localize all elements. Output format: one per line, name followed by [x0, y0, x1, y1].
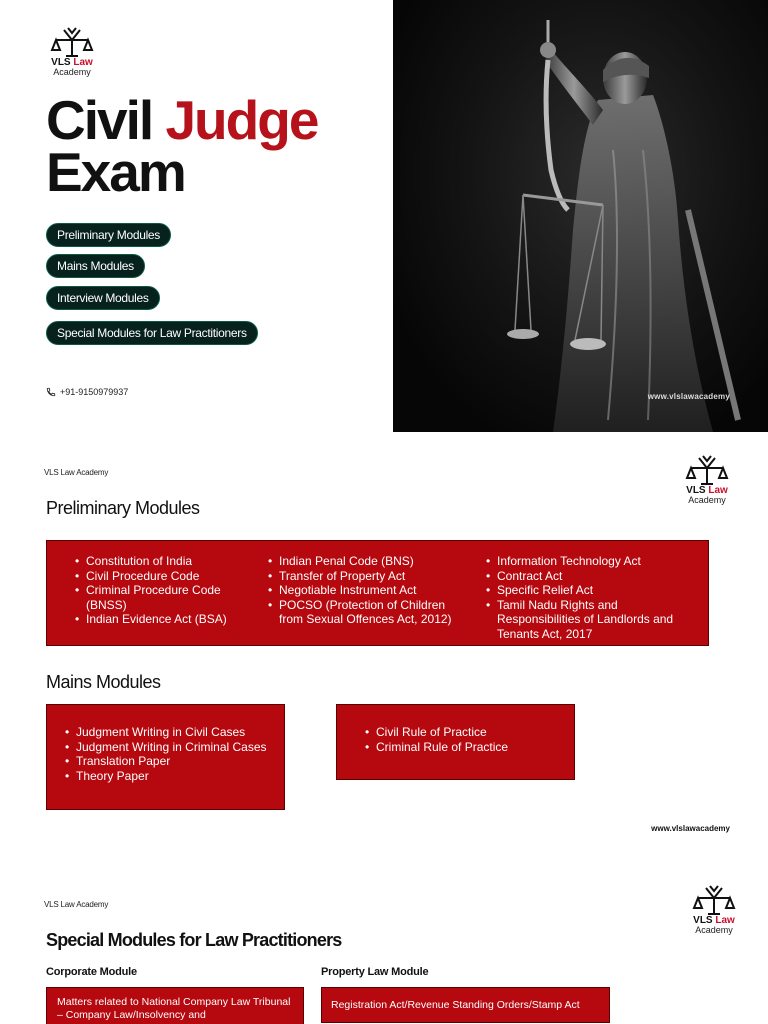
- photo-website-text: www.vlslawacademy: [647, 392, 730, 401]
- list-item: • Civil Procedure Code: [74, 569, 244, 584]
- mains-box-1-list: [64, 725, 279, 783]
- list-item: • POCSO (Protection of Children from Sexual Offences Act, 2012): [267, 598, 467, 627]
- modules-page: [0, 432, 768, 852]
- list-item: • Theory Paper: [64, 769, 279, 784]
- list-item: • Contract Act: [485, 569, 695, 584]
- footer-website-text: www.vlslawacademy: [651, 824, 730, 833]
- logo-brand-sub: Academy: [53, 67, 91, 77]
- logo-brand-main: VLS: [693, 915, 713, 926]
- scales-of-justice-icon: [50, 26, 94, 58]
- cover-page: [0, 0, 768, 432]
- corporate-module-heading: Corporate Module: [46, 966, 137, 978]
- list-item: • Indian Evidence Act (BSA): [74, 612, 244, 627]
- special-modules-title: Special Modules for Law Practitioners: [46, 930, 342, 950]
- corporate-module-text: Matters related to National Company Law Tribunal – Company Law/Insolvency and: [57, 996, 291, 1021]
- list-item: • Information Technology Act: [485, 554, 695, 569]
- page-title: [46, 89, 318, 203]
- logo-brand-main: VLS: [686, 485, 706, 496]
- mains-box-judgment: [46, 704, 285, 810]
- contact-phone[interactable]: [46, 387, 128, 397]
- scales-of-justice-icon: [685, 454, 729, 486]
- property-law-module-text: Registration Act/Revenue Standing Orders/Stamp Act: [331, 999, 580, 1011]
- mains-modules-title: Mains Modules: [46, 672, 161, 692]
- list-item: • Judgment Writing in Criminal Cases: [64, 740, 279, 755]
- title-word-exam: Exam: [46, 141, 185, 203]
- header-brand-text: VLS Law Academy: [44, 468, 109, 477]
- logo-brand-sub: Academy: [688, 495, 726, 505]
- list-item: • Judgment Writing in Civil Cases: [64, 725, 279, 740]
- scales-of-justice-icon: [692, 884, 736, 916]
- list-item: • Negotiable Instrument Act: [267, 583, 467, 598]
- logo-brand-main: VLS: [51, 57, 71, 68]
- mains-box-2-list: [364, 725, 564, 754]
- preliminary-modules-title: Preliminary Modules: [46, 498, 200, 518]
- list-item: • Tamil Nadu Rights and Responsibilities of Landlords and Tenants Act, 2017: [485, 598, 695, 642]
- list-item: • Translation Paper: [64, 754, 279, 769]
- list-item: • Constitution of India: [74, 554, 244, 569]
- lady-justice-statue-image: [393, 0, 768, 432]
- phone-number: +91-9150979937: [60, 387, 129, 397]
- corporate-module-box: [46, 987, 304, 1024]
- list-item: • Civil Rule of Practice: [364, 725, 564, 740]
- pill-mains-modules[interactable]: Mains Modules: [46, 254, 145, 278]
- preliminary-col-3: [485, 554, 695, 641]
- header-brand-text: VLS Law Academy: [44, 900, 109, 909]
- title-word-civil: Civil: [46, 89, 153, 151]
- vls-logo: [50, 26, 94, 77]
- pill-preliminary-modules[interactable]: Preliminary Modules: [46, 223, 171, 247]
- title-word-judge: Judge: [165, 89, 318, 151]
- list-item: • Transfer of Property Act: [267, 569, 467, 584]
- logo-brand-sub: Academy: [695, 925, 733, 935]
- vls-logo: [692, 884, 736, 935]
- list-item: • Specific Relief Act: [485, 583, 695, 598]
- preliminary-modules-box: [46, 540, 709, 646]
- logo-brand-accent: Law: [73, 57, 93, 68]
- mains-box-practice: [336, 704, 575, 780]
- preliminary-col-2: [267, 554, 467, 627]
- lady-justice-photo: [393, 0, 768, 432]
- logo-brand-accent: Law: [715, 915, 735, 926]
- property-law-module-box: [321, 987, 610, 1023]
- list-item: • Criminal Rule of Practice: [364, 740, 564, 755]
- pill-special-modules[interactable]: Special Modules for Law Practitioners: [46, 321, 258, 345]
- phone-icon: [46, 387, 56, 397]
- preliminary-col-1: [74, 554, 244, 627]
- list-item: • Indian Penal Code (BNS): [267, 554, 467, 569]
- vls-logo: [685, 454, 729, 505]
- pill-interview-modules[interactable]: Interview Modules: [46, 286, 160, 310]
- logo-brand-accent: Law: [708, 485, 728, 496]
- list-item: • Criminal Procedure Code (BNSS): [74, 583, 244, 612]
- special-modules-page: [0, 852, 768, 1024]
- property-law-module-heading: Property Law Module: [321, 966, 429, 978]
